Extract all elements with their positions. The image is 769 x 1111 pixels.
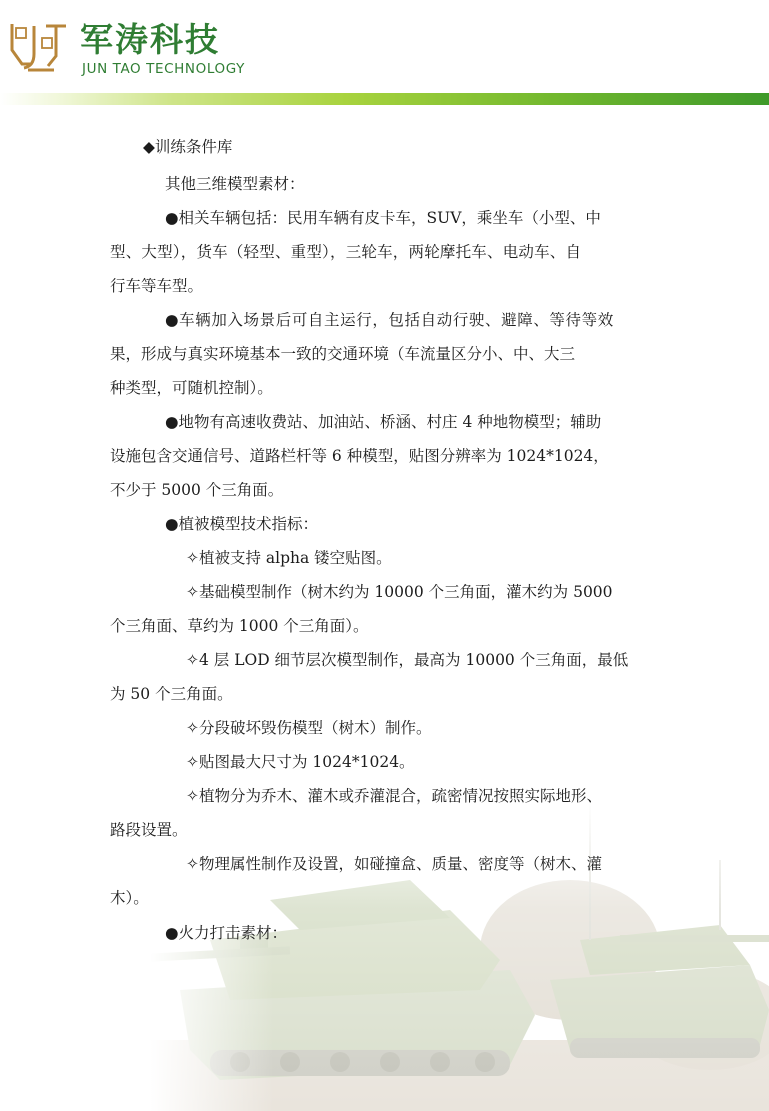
vegetation-item-2-line1: ✧基础模型制作（树木约为 10000 个三角面，灌木约为 5000 xyxy=(186,583,613,601)
vegetation-item-1: ✧植被支持 alpha 镂空贴图。 xyxy=(186,549,392,567)
p3-line3: 不少于 5000 个三角面。 xyxy=(110,481,284,499)
vegetation-item-4: ✧分段破坏毁伤模型（树木）制作。 xyxy=(186,719,432,737)
vegetation-item-6-line1: ✧植物分为乔木、灌木或乔灌混合，疏密情况按照实际地形、 xyxy=(186,787,602,805)
vegetation-item-2-line2: 个三角面、草约为 1000 个三角面）。 xyxy=(110,617,369,635)
p4-line1: ●植被模型技术指标： xyxy=(165,515,319,533)
vegetation-item-7-line1: ✧物理属性制作及设置，如碰撞盒、质量、密度等（树木、灌 xyxy=(186,855,602,873)
brand-name-cn: 军涛科技 xyxy=(80,20,220,59)
p3-line1: ●地物有高速收费站、加油站、桥涵、村庄 4 种地物模型；辅助 xyxy=(165,413,602,431)
section-heading: ◆训练条件库 xyxy=(143,138,233,156)
p5-line1: ●火力打击素材： xyxy=(165,924,288,942)
brand-name-en: JUN TAO TECHNOLOGY xyxy=(82,61,245,77)
p1-line2: 型、大型），货车（轻型、重型），三轮车，两轮摩托车、电动车、自 xyxy=(110,243,582,261)
vegetation-item-5: ✧贴图最大尺寸为 1024*1024。 xyxy=(186,753,415,771)
p1-line1: ●相关车辆包括：民用车辆有皮卡车，SUV，乘坐车（小型、中 xyxy=(165,209,601,227)
p1-line3: 行车等车型。 xyxy=(110,277,204,295)
p2-line3: 种类型，可随机控制）。 xyxy=(110,379,273,397)
vegetation-item-3-line1: ✧4 层 LOD 细节层次模型制作，最高为 10000 个三角面，最低 xyxy=(186,651,629,669)
subheading: 其他三维模型素材： xyxy=(165,175,305,193)
vegetation-item-6-line2: 路段设置。 xyxy=(110,821,188,839)
p3-line2: 设施包含交通信号、道路栏杆等 6 种模型，贴图分辨率为 1024*1024， xyxy=(110,447,609,465)
vegetation-item-7-line2: 木）。 xyxy=(110,889,149,907)
vegetation-item-3-line2: 为 50 个三角面。 xyxy=(110,685,233,703)
p2-line2: 果，形成与真实环境基本一致的交通环境（车流量区分小、中、大三 xyxy=(110,345,576,363)
p2-line1: ●车辆加入场景后可自主运行，包括自动行驶、避障、等待等效 xyxy=(165,311,614,329)
